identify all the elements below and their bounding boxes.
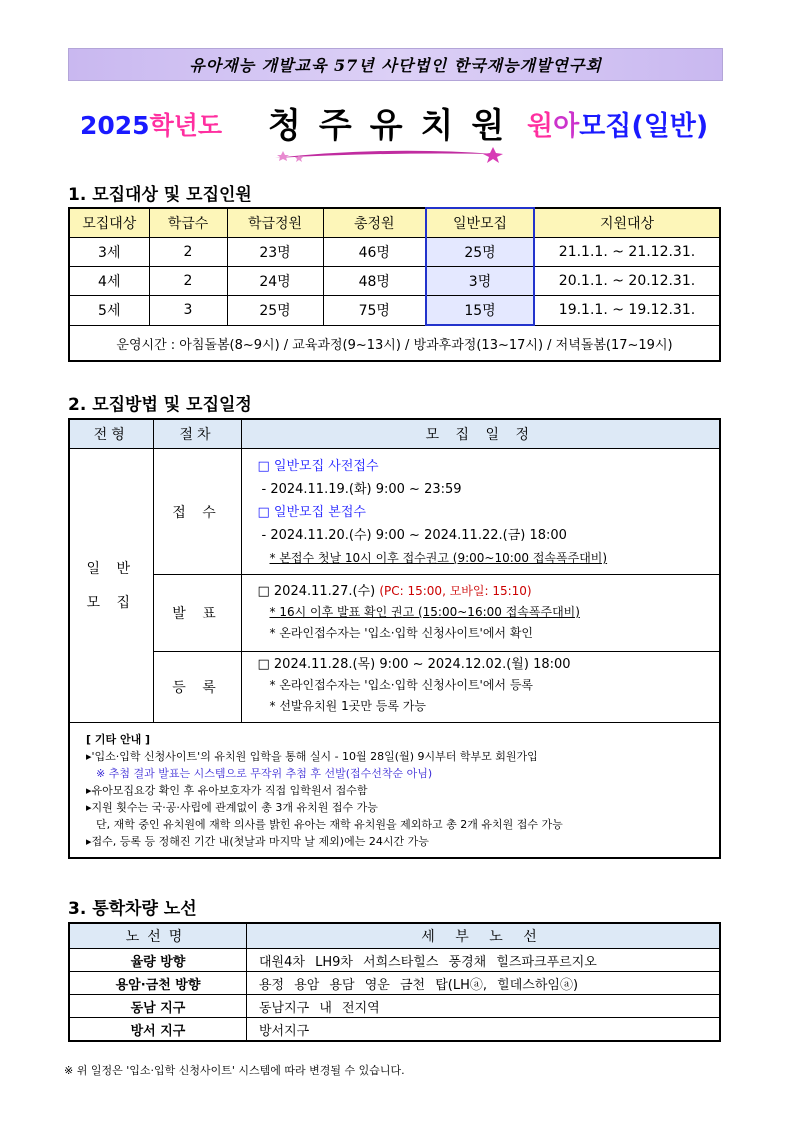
main-apply-title: □ 일반모집 본접수 (257, 505, 366, 520)
misc-line: ▸'입소·입학 신청사이트'의 유치원 입학을 통해 실시 - 10월 28일(월) 9시부터 학부모 회원가입 (86, 750, 538, 763)
table-cell: 25명 (426, 238, 534, 267)
step-announce: 발 표 (153, 575, 241, 652)
operating-hours: 운영시간 : 아침돌봄(8~9시) / 교육과정(9~13시) / 방과후과정(13~17시) / 저녁돌봄(17~19시) (69, 325, 720, 361)
admission-type (69, 449, 153, 723)
route-detail: 용정 용암 용담 영운 금천 탑(LHⓐ, 힐데스하임ⓐ) (247, 972, 721, 995)
table-row (69, 1018, 720, 1042)
schedule-table-header (69, 419, 720, 449)
table-row (69, 723, 720, 859)
table-row (69, 238, 720, 267)
misc-line: ※ 추첨 결과 발표는 시스템으로 무작위 추첨 후 선발(접수선착순 아님) (96, 767, 433, 780)
bus-route-table (68, 922, 721, 1042)
table-row (69, 267, 720, 296)
recruit-table-header (69, 208, 720, 238)
table-cell: 48명 (323, 267, 426, 296)
year-text: 2025 (80, 111, 150, 140)
register-note-2: * 선발유치원 1곳만 등록 가능 (269, 699, 426, 713)
announce-schedule (241, 575, 720, 652)
star-swoosh-icon (265, 144, 505, 164)
table-row (69, 449, 720, 575)
route-detail: 대원4차 LH9차 서희스타힐스 풍경채 힐즈파크푸르지오 (247, 949, 721, 972)
table-row (69, 652, 720, 723)
table-cell: 19.1.1. ~ 19.12.31. (534, 296, 720, 326)
header-cell: 노선명 (69, 923, 247, 949)
recruit-title (527, 104, 708, 143)
table-cell: 3명 (426, 267, 534, 296)
table-cell: 2 (149, 238, 227, 267)
misc-line: ▸지원 횟수는 국·공·사립에 관계없이 총 3개 유치원 접수 가능 (86, 801, 378, 814)
table-cell: 21.1.1. ~ 21.12.31. (534, 238, 720, 267)
section3-heading: 3. 통학차량 노선 (68, 899, 197, 919)
schedule-table (68, 418, 721, 859)
misc-line: ▸접수, 등록 등 정해진 기간 내(첫날과 마지막 날 제외)에는 24시간 가능 (86, 835, 429, 848)
route-name: 율량 방향 (69, 949, 247, 972)
apply-note: * 본접수 첫날 10시 이후 접수권고 (9:00~10:00 접속폭주대비) (269, 551, 608, 565)
step-apply: 접 수 (153, 449, 241, 575)
page-title (80, 98, 720, 148)
table-cell: 25명 (227, 296, 323, 326)
table-row (69, 575, 720, 652)
header-banner: 유아재능 개발교육 57년 사단법인 한국재능개발연구회 (68, 48, 723, 81)
route-detail: 동남지구 내 전지역 (247, 995, 721, 1018)
recruit-char-3: 모집(일반) (579, 111, 709, 142)
header-cell: 학급정원 (227, 208, 323, 238)
route-name: 용암·금천 방향 (69, 972, 247, 995)
table-cell: 5세 (69, 296, 149, 326)
misc-title: [ 기타 안내 ] (86, 733, 151, 746)
header-cell: 전형 (69, 419, 153, 449)
table-row (69, 972, 720, 995)
apply-schedule (241, 449, 720, 575)
register-schedule (241, 652, 720, 723)
table-cell: 4세 (69, 267, 149, 296)
table-cell: 3세 (69, 238, 149, 267)
table-cell: 24명 (227, 267, 323, 296)
table-cell: 23명 (227, 238, 323, 267)
header-cell: 모 집 일 정 (241, 419, 720, 449)
register-note-1: * 온라인접수자는 '입소·입학 신청사이트'에서 등록 (269, 678, 534, 692)
pre-apply-title: □ 일반모집 사전접수 (257, 459, 379, 474)
title-year (80, 106, 222, 142)
announce-date-line (258, 581, 710, 602)
header-cell: 모집대상 (69, 208, 149, 238)
header-cell: 총정원 (323, 208, 426, 238)
table-cell: 3 (149, 296, 227, 326)
admission-type-line: 일 반 (86, 560, 136, 577)
announce-date: □ 2024.11.27.(수) (257, 584, 376, 599)
register-date: □ 2024.11.28.(목) 9:00 ~ 2024.12.02.(월) 18:00 (257, 657, 571, 672)
header-cell: 일반모집 (426, 208, 534, 238)
main-apply-date: - 2024.11.20.(수) 9:00 ~ 2024.11.22.(금) 18:00 (261, 528, 567, 543)
table-cell: 46명 (323, 238, 426, 267)
table-row (69, 949, 720, 972)
step-register: 등 록 (153, 652, 241, 723)
announce-note-2: * 온라인접수자는 '입소·입학 신청사이트'에서 확인 (269, 626, 534, 640)
table-cell: 20.1.1. ~ 20.12.31. (534, 267, 720, 296)
header-cell: 세 부 노 선 (247, 923, 721, 949)
bus-route-header (69, 923, 720, 949)
route-name: 동남 지구 (69, 995, 247, 1018)
header-cell: 학급수 (149, 208, 227, 238)
misc-info (69, 723, 720, 859)
misc-line: 단, 재학 중인 유치원에 재학 의사를 밝힌 유아는 재학 유치원을 제외하고 총 2개 유치원 접수 가능 (96, 818, 563, 831)
announce-note-1: * 16시 이후 발표 확인 권고 (15:00~16:00 접속폭주대비) (269, 605, 580, 619)
recruit-char-2: 아 (553, 111, 580, 142)
table-cell: 2 (149, 267, 227, 296)
admission-type-line: 모 집 (86, 594, 136, 611)
section1-heading: 1. 모집대상 및 모집인원 (68, 185, 252, 205)
table-cell: 15명 (426, 296, 534, 326)
announce-times: (PC: 15:00, 모바일: 15:10) (379, 584, 532, 598)
table-row (69, 296, 720, 326)
route-name: 방서 지구 (69, 1018, 247, 1042)
school-name: 청주유치원 (268, 106, 523, 146)
table-cell: 75명 (323, 296, 426, 326)
footnote: ※ 위 일정은 '입소·입학 신청사이트' 시스템에 따라 변경될 수 있습니다. (64, 1064, 405, 1077)
header-cell: 절차 (153, 419, 241, 449)
recruit-char-1: 원 (527, 111, 554, 142)
pre-apply-date: - 2024.11.19.(화) 9:00 ~ 23:59 (261, 482, 462, 497)
misc-line: ▸유아모집요강 확인 후 유아보호자가 직접 입학원서 접수함 (86, 784, 368, 797)
route-detail: 방서지구 (247, 1018, 721, 1042)
header-cell: 지원대상 (534, 208, 720, 238)
year-suffix-text: 학년도 (149, 111, 223, 140)
operating-hours-row (69, 325, 720, 361)
recruit-table (68, 207, 721, 362)
table-row (69, 995, 720, 1018)
section2-heading: 2. 모집방법 및 모집일정 (68, 395, 252, 415)
